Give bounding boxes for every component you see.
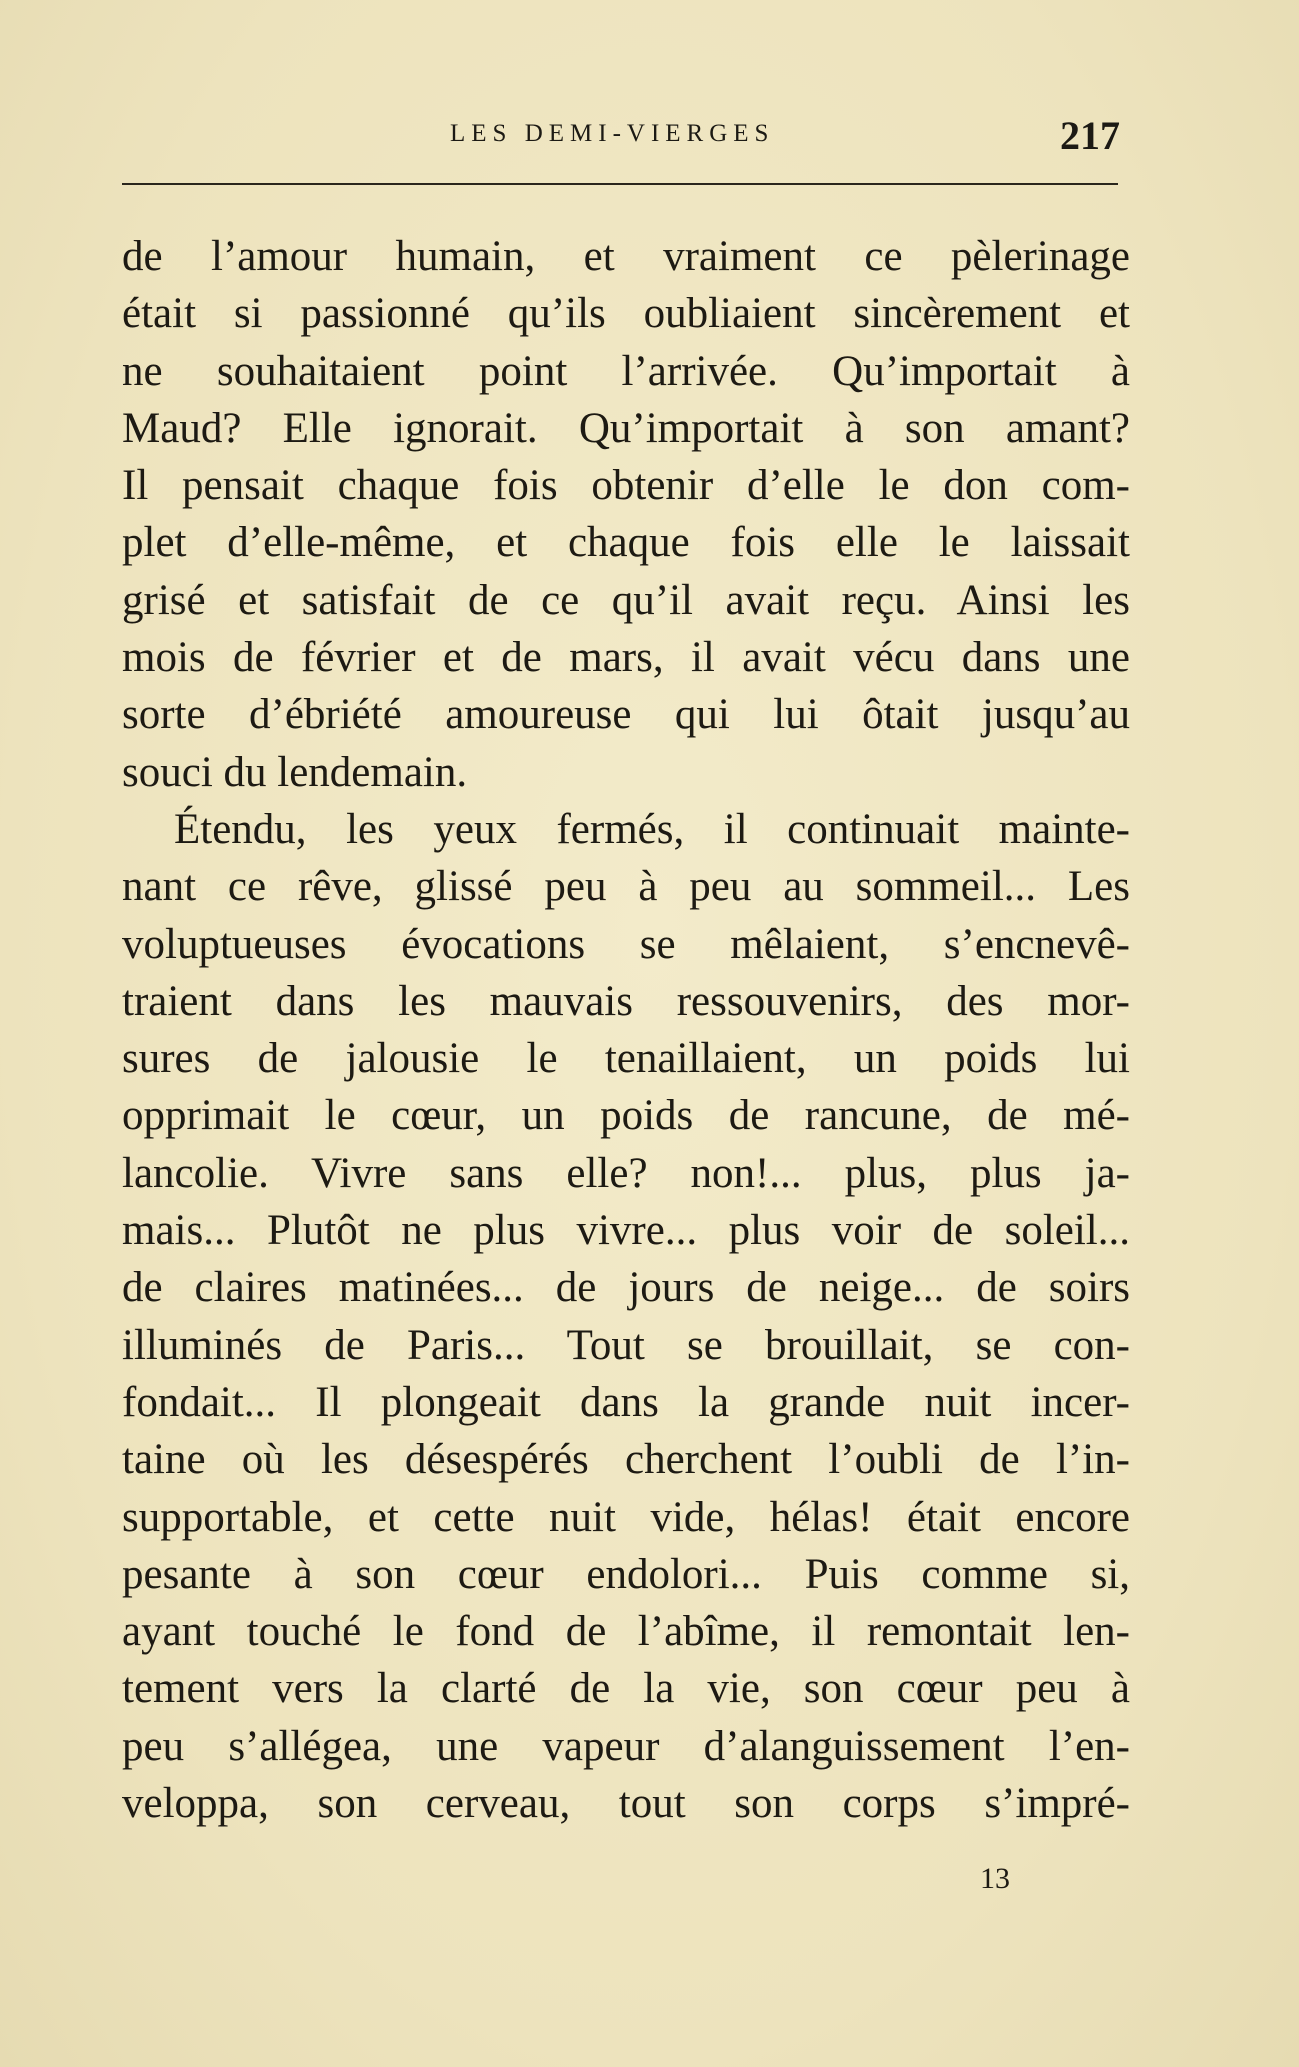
text-line: taine où les désespérés cherchent l’oubli de l’in-	[122, 1436, 1130, 1484]
text-line: plet d’elle-même, et chaque fois elle le laissait	[122, 519, 1130, 567]
text-line: veloppa, son cerveau, tout son corps s’impré-	[122, 1780, 1130, 1828]
signature-mark: 13	[980, 1862, 1010, 1895]
text-line: ne souhaitaient point l’arrivée. Qu’importait à	[122, 347, 1130, 395]
text-line: nant ce rêve, glissé peu à peu au sommeil... Les	[122, 863, 1130, 911]
body-text	[122, 228, 1130, 1832]
header-rule	[122, 183, 1118, 185]
running-head	[120, 112, 1120, 162]
text-line: illuminés de Paris... Tout se brouillait, se con-	[122, 1321, 1130, 1369]
text-line: ayant touché le fond de l’abîme, il remontait len-	[122, 1608, 1130, 1656]
text-line: opprimait le cœur, un poids de rancune, de mé-	[122, 1092, 1130, 1140]
text-line: grisé et satisfait de ce qu’il avait reçu. Ainsi les	[122, 576, 1130, 624]
text-line: supportable, et cette nuit vide, hélas! était encore	[122, 1493, 1130, 1541]
text-line: tement vers la clarté de la vie, son cœur peu à	[122, 1665, 1130, 1713]
text-line: lancolie. Vivre sans elle? non!... plus, plus ja-	[122, 1149, 1130, 1197]
text-line: mois de février et de mars, il avait vécu dans une	[122, 634, 1130, 682]
text-line: mais... Plutôt ne plus vivre... plus voir de soleil...	[122, 1207, 1130, 1255]
text-line: était si passionné qu’ils oubliaient sincèrement et	[122, 290, 1130, 338]
page-number: 217	[1060, 113, 1120, 158]
text-line: fondait... Il plongeait dans la grande nuit incer-	[122, 1378, 1130, 1426]
text-line: Maud? Elle ignorait. Qu’importait à son amant?	[122, 404, 1130, 452]
paragraph-start-line: Étendu, les yeux fermés, il continuait mainte-	[174, 805, 1130, 853]
text-line: pesante à son cœur endolori... Puis comme si,	[122, 1550, 1130, 1598]
text-line: sorte d’ébriété amoureuse qui lui ôtait jusqu’au	[122, 691, 1130, 739]
text-line: sures de jalousie le tenaillaient, un poids lui	[122, 1035, 1130, 1083]
text-line: peu s’allégea, une vapeur d’alanguissement l’en-	[122, 1722, 1130, 1770]
text-line: traient dans les mauvais ressouvenirs, des mor-	[122, 977, 1130, 1025]
text-line: de l’amour humain, et vraiment ce pèlerinage	[122, 233, 1130, 280]
text-line: de claires matinées... de jours de neige... de soirs	[122, 1264, 1130, 1312]
text-line: voluptueuses évocations se mêlaient, s’encnevê-	[122, 920, 1130, 968]
text-line: Il pensait chaque fois obtenir d’elle le don com-	[122, 462, 1130, 510]
running-title: LES DEMI-VIERGES	[450, 120, 775, 147]
paragraph-end-line: souci du lendemain.	[122, 748, 468, 796]
